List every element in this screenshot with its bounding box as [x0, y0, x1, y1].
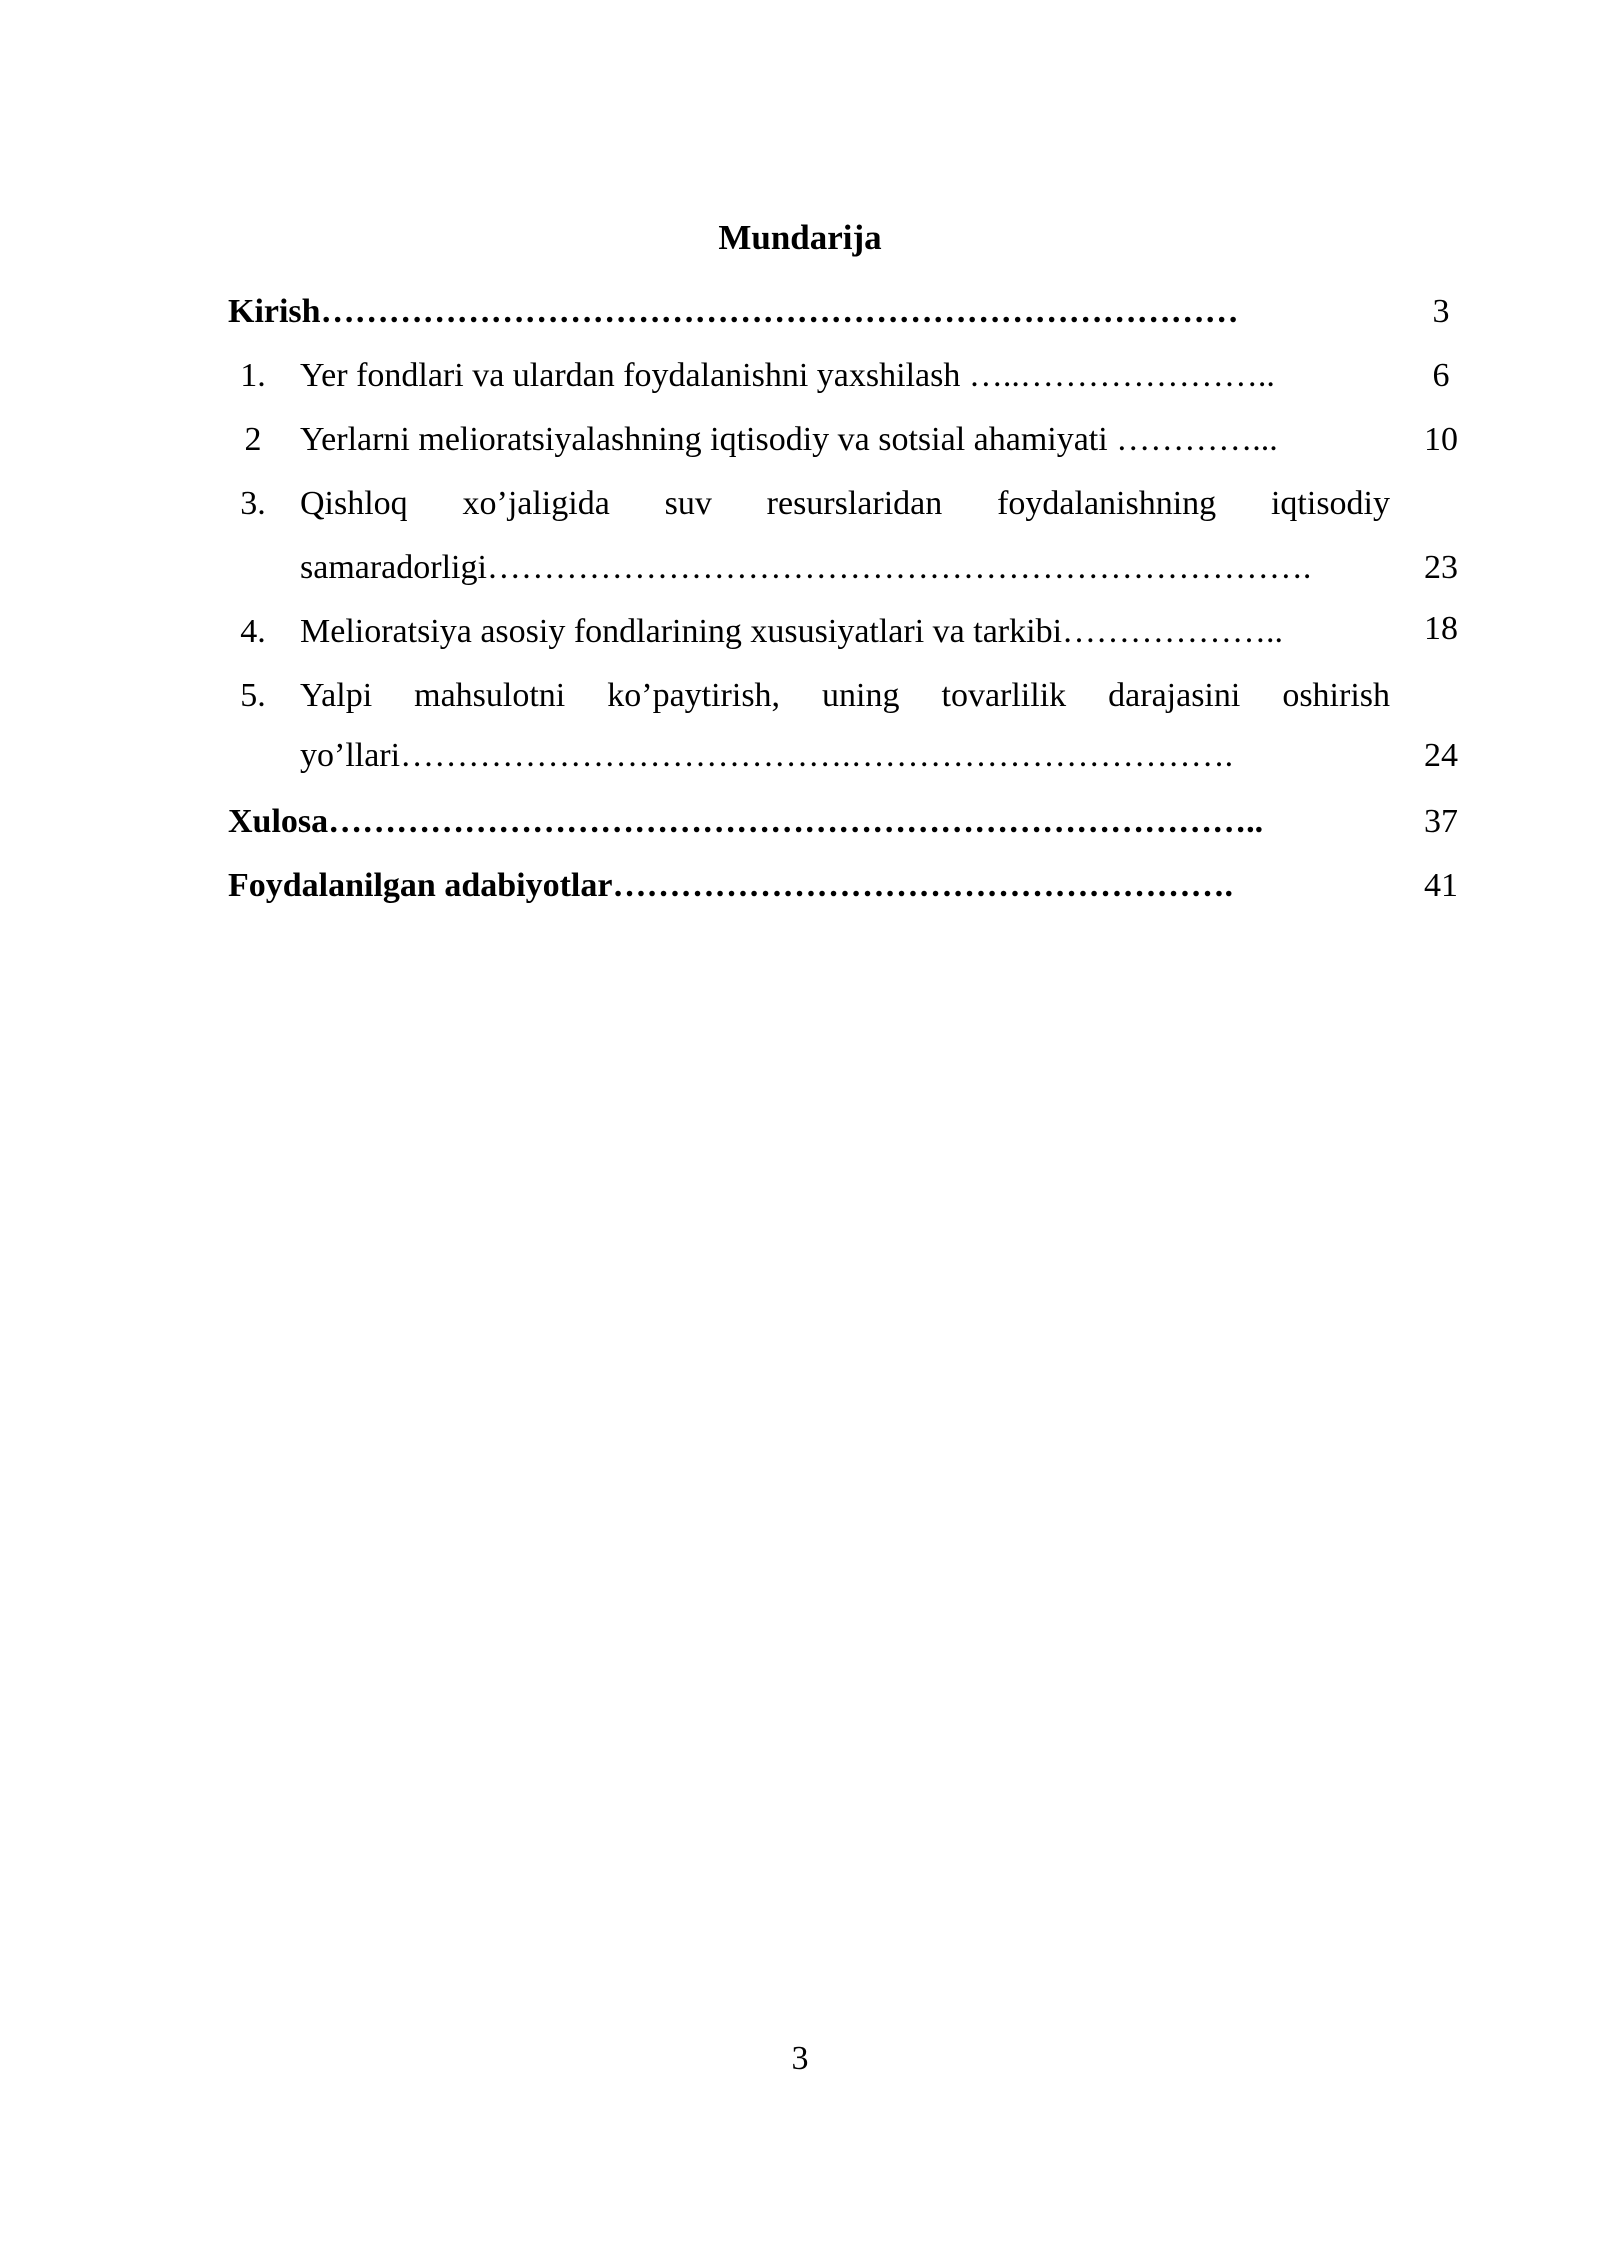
- toc-entry-text: Kirish………………………………………………………………………: [228, 293, 1239, 330]
- toc-entry-page: 10: [1424, 421, 1458, 458]
- toc-entry-page: 41: [1424, 867, 1458, 904]
- toc-entry-text: Melioratsiya asosiy fondlarining xususiyatlari va tarkibi………………..: [300, 613, 1284, 650]
- toc-entry-3: [228, 472, 1478, 600]
- toc-entry-text: Xulosa………………………………………………………………………..: [228, 803, 1264, 840]
- toc-entry-page: 6: [1432, 357, 1450, 394]
- toc-title: Mundarija: [718, 218, 882, 257]
- toc-entry-page: 24: [1424, 737, 1458, 774]
- toc-entry-kirish: [228, 280, 1478, 344]
- toc-entry-text: Foydalanilgan adabiyotlar……………………………………………….: [228, 867, 1233, 904]
- toc-entry-page: 37: [1424, 803, 1458, 840]
- toc-entry-number: 1.: [240, 357, 266, 394]
- toc-entry-adabiyotlar: [228, 854, 1478, 918]
- toc-entry-text-line1: Yalpi mahsulotni ko’paytirish, uning tovarlilik darajasini oshirish: [300, 677, 1390, 714]
- toc-entry-number: 3.: [240, 485, 266, 522]
- toc-entry-page: 18: [1424, 610, 1458, 647]
- page-number: 3: [791, 2040, 809, 2077]
- toc-entry-number: 5.: [240, 677, 266, 714]
- toc-entry-number: 2: [244, 421, 262, 458]
- toc-entry-xulosa: [228, 790, 1478, 854]
- toc-entry-page: 23: [1424, 549, 1458, 586]
- toc-entry-page: 3: [1432, 293, 1450, 330]
- toc-entry-text-line1: Qishloq xo’jaligida suv resurslaridan foydalanishning iqtisodiy: [300, 485, 1390, 522]
- toc-entry-text: Yer fondlari va ulardan foydalanishni yaxshilash …..…………………..: [300, 357, 1275, 394]
- toc-entry-text-line2: yo’llari………………………………….…………………………….: [300, 737, 1234, 774]
- toc-entry-5: [228, 664, 1478, 792]
- toc-entry-text-line2: samaradorligi……………………………………………………………….: [300, 549, 1312, 586]
- toc-entry-text: Yerlarni melioratsiyalashning iqtisodiy va sotsial ahamiyati …………...: [300, 421, 1278, 458]
- toc-entry-number: 4.: [240, 613, 266, 650]
